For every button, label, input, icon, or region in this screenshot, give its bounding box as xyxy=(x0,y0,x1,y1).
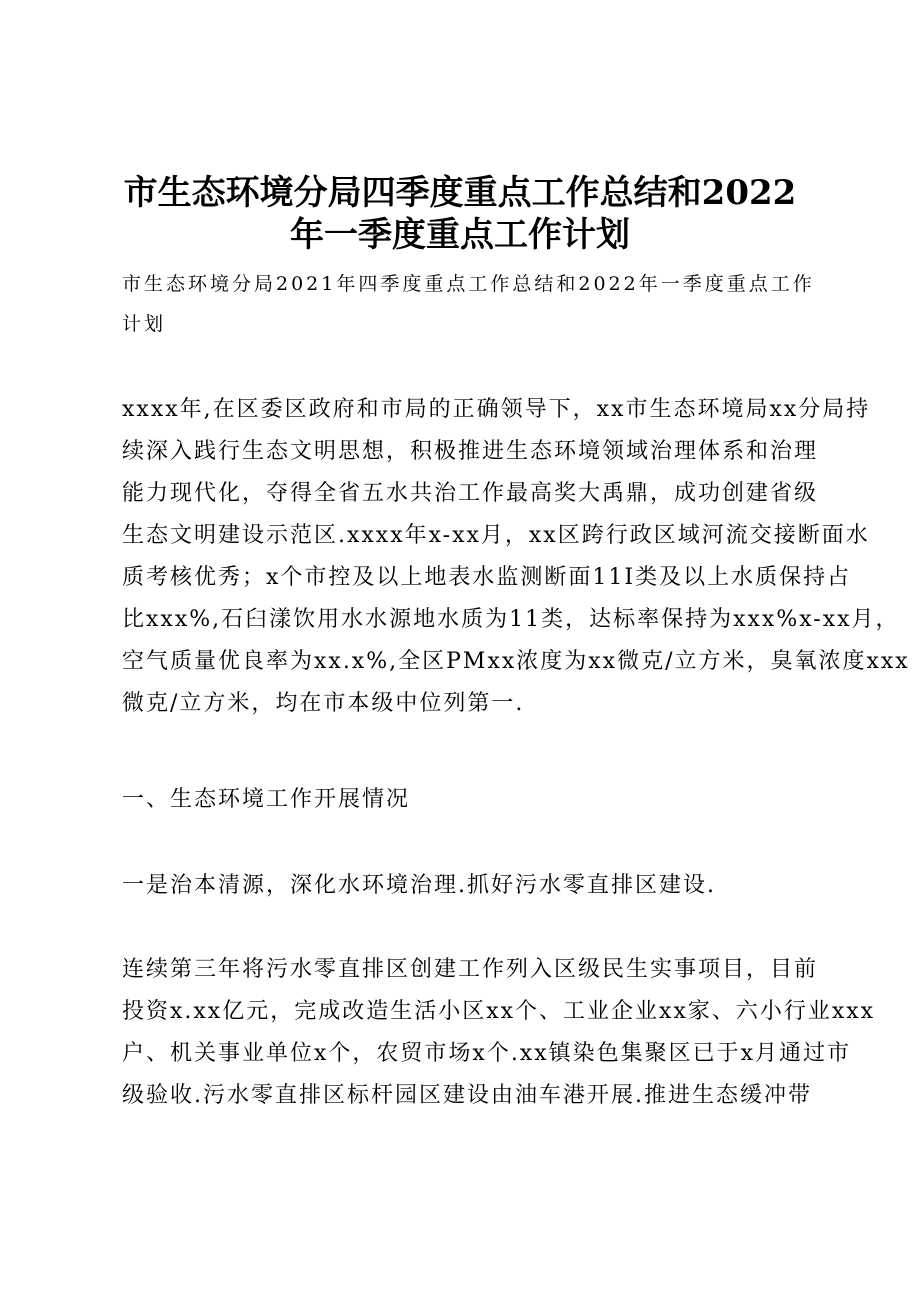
intro-line: 续深入践行生态文明思想，积极推进生态环境领域治理体系和治理 xyxy=(122,439,819,464)
body-line: 户、机关事业单位x个，农贸市场x个.xx镇染色集聚区已于x月通过市 xyxy=(122,1041,852,1066)
body-line: 级验收.污水零直排区标杆园区建设由油车港开展.推进生态缓冲带 xyxy=(122,1083,812,1108)
section-heading: 一、生态环境工作开展情况 xyxy=(122,787,411,812)
intro-line: 空气质量优良率为xx.x%,全区PMxx浓度为xx微克/立方米，臭氧浓度xxx xyxy=(122,649,910,674)
intro-line: 能力现代化，夺得全省五水共治工作最高奖大禹鼎，成功创建省级 xyxy=(122,481,819,506)
intro-line: 比xxx%,石臼漾饮用水水源地水质为11类，达标率保持为xxx%x-xx月， xyxy=(122,607,900,632)
subtitle-line-2: 计划 xyxy=(122,313,167,335)
document-title-line-1: 市生态环境分局四季度重点工作总结和2022 xyxy=(123,173,797,213)
subtitle-line-1: 市生态环境分局2021年四季度重点工作总结和2022年一季度重点工作 xyxy=(122,273,815,295)
intro-line: 质考核优秀；x个市控及以上地表水监测断面11I类及以上水质保持占 xyxy=(122,565,852,590)
subsection-heading: 一是治本清源，深化水环境治理.抓好污水零直排区建设. xyxy=(122,873,716,898)
body-line: 投资x.xx亿元，完成改造生活小区xx个、工业企业xx家、六小行业xxx xyxy=(122,999,876,1024)
intro-line: 生态文明建设示范区.xxxx年x-xx月，xx区跨行政区域河流交接断面水 xyxy=(122,523,870,548)
intro-line: 微克/立方米，均在市本级中位列第一. xyxy=(122,691,525,716)
document-title-line-2: 年一季度重点工作计划 xyxy=(290,215,630,255)
body-line: 连续第三年将污水零直排区创建工作列入区级民生实事项目，目前 xyxy=(122,957,819,982)
intro-line: xxxx年,在区委区政府和市局的正确领导下，xx市生态环境局xx分局持 xyxy=(122,397,871,422)
